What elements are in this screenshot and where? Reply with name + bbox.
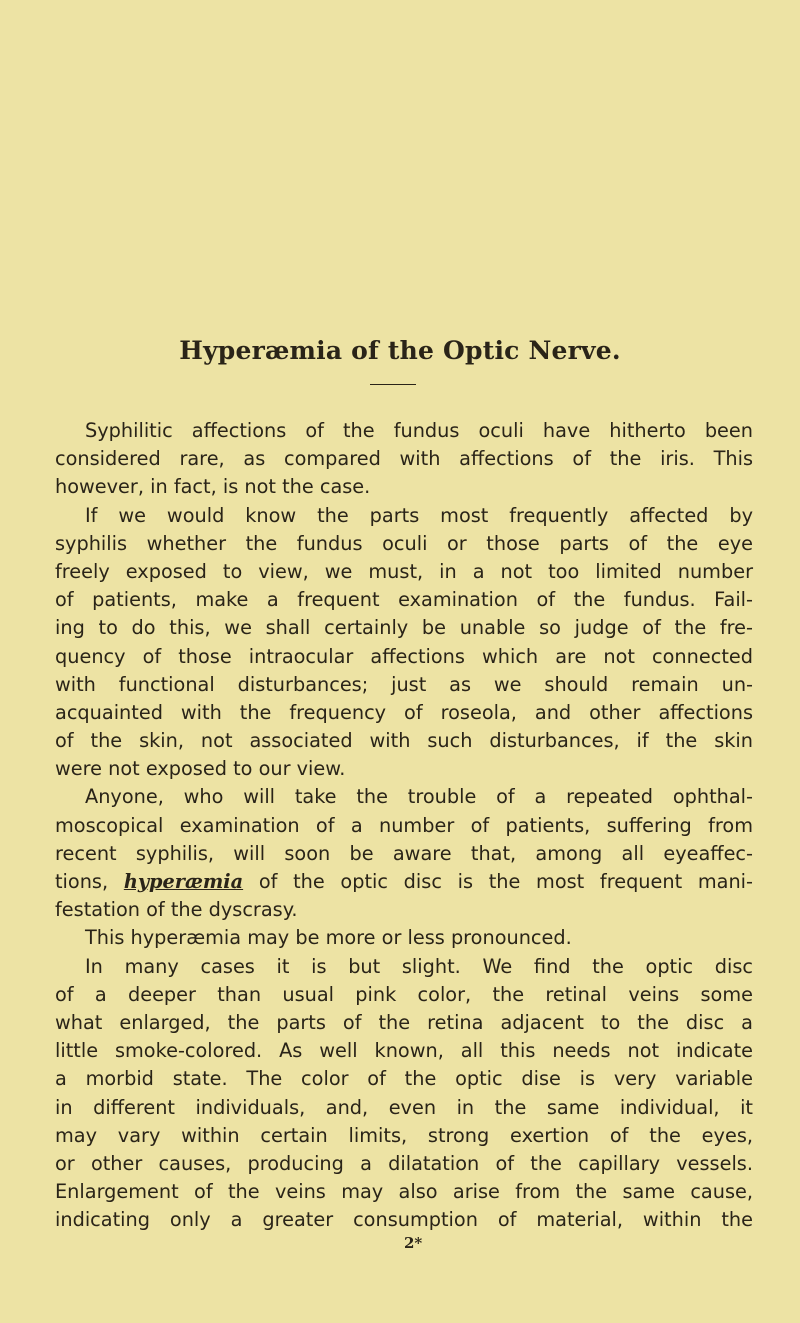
text-line: little smoke-colored. As well known, all this needs not indicate [55, 1039, 753, 1063]
signature-mark: 2* [404, 1234, 423, 1252]
text-line: moscopical examination of a number of patients, suffering from [55, 813, 753, 837]
text-line: were not exposed to our view. [55, 757, 346, 781]
text-line: Anyone, who will take the trouble of a repeated ophthal- [85, 785, 753, 809]
text-line: Syphilitic affections of the fundus oculi have hitherto been [85, 419, 753, 442]
title-rule-divider [370, 384, 416, 385]
text-line: quency of those intraocular affections which are not connected [55, 644, 753, 668]
text-line: indicating only a greater consumption of material, within the [55, 1208, 753, 1232]
text-line: however, in fact, is not the case. [55, 475, 371, 499]
text-line: with functional disturbances; just as we should remain un- [55, 672, 753, 696]
text-line: of the skin, not associated with such disturbances, if the skin [55, 729, 753, 753]
text-line: considered rare, as compared with affections of the iris. This [55, 447, 753, 471]
body-text [55, 417, 753, 1234]
text-line: or other causes, producing a dilatation of the capillary vessels. [55, 1151, 753, 1175]
text-line: In many cases it is but slight. We find the optic disc [85, 954, 753, 978]
text-line: Enlargement of the veins may also arise from the same cause, [55, 1180, 753, 1204]
text-line: ing to do this, we shall certainly be unable so judge of the fre- [55, 616, 753, 640]
text-line: what enlarged, the parts of the retina adjacent to the disc a [55, 1010, 753, 1034]
text-line: This hyperæmia may be more or less pronounced. [85, 926, 572, 950]
chapter-title: Hyperæmia of the Optic Nerve. [179, 336, 621, 365]
text-line: syphilis whether the fundus oculi or those parts of the eye [55, 531, 753, 555]
text-line: of patients, make a frequent examination of the fundus. Fail- [55, 588, 753, 612]
text-line: a morbid state. The color of the optic dise is very variable [55, 1067, 753, 1091]
text-line: may vary within certain limits, strong exertion of the eyes, [55, 1123, 753, 1147]
text-line: tions, hyperæmia of the optic disc is the most frequent mani- [55, 870, 753, 893]
text-line: acquainted with the frequency of roseola, and other affections [55, 700, 753, 724]
text-line: freely exposed to view, we must, in a not too limited number [55, 559, 753, 583]
emphasized-term: hyperæmia [123, 870, 244, 893]
text-line: in different individuals, and, even in the same individual, it [55, 1095, 753, 1119]
text-line: of a deeper than usual pink color, the retinal veins some [55, 982, 753, 1006]
text-line: If we would know the parts most frequently affected by [85, 503, 753, 527]
text-line: festation of the dyscrasy. [55, 898, 298, 922]
text-line: recent syphilis, will soon be aware that, among all eyeaffec- [55, 841, 753, 865]
